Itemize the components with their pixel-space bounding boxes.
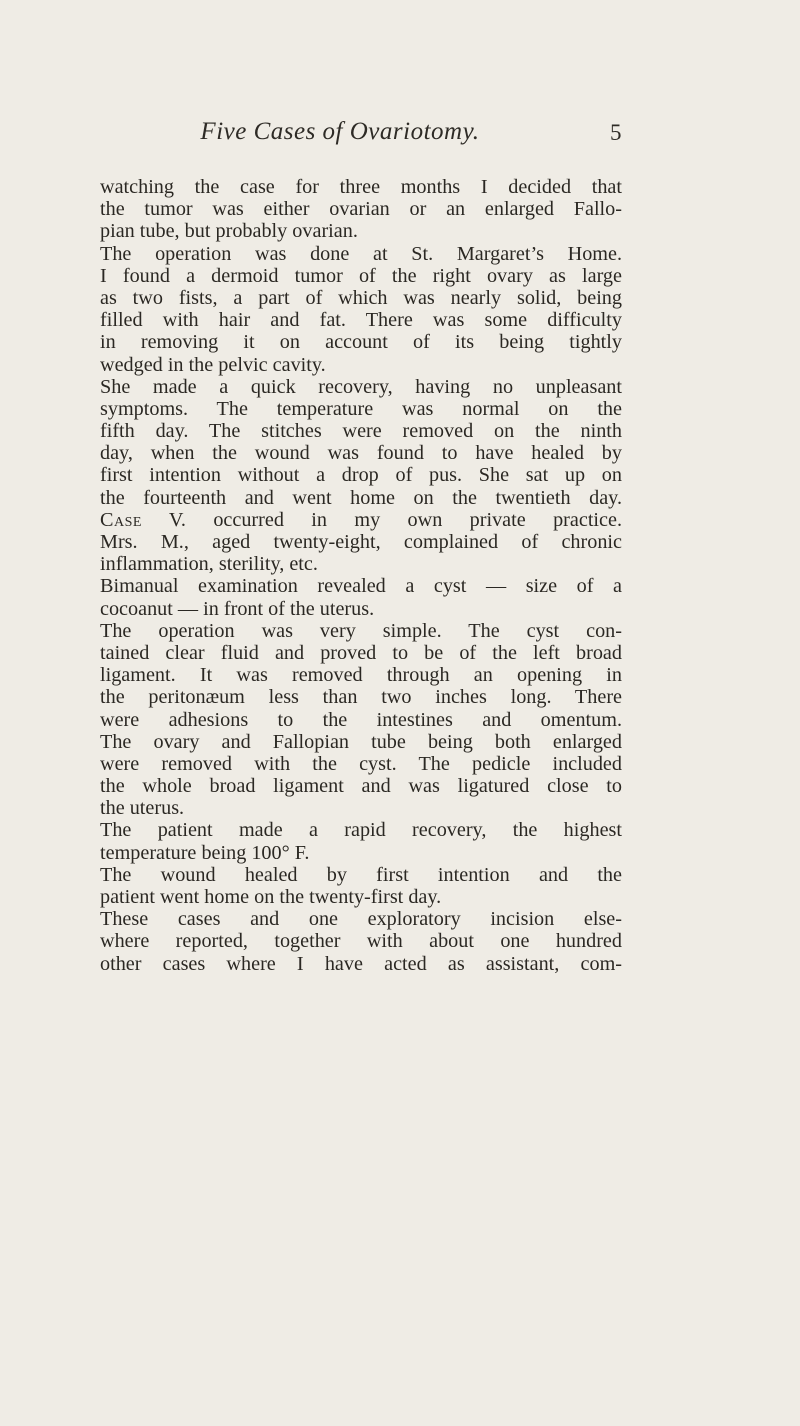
text-line: the tumor was either ovarian or an enlarged Fallo- xyxy=(100,198,622,221)
text-line: The operation was done at St. Margaret’s Home. xyxy=(100,242,622,265)
text-line: patient went home on the twenty-first day. xyxy=(100,886,442,908)
text-line: The patient made a rapid recovery, the highest xyxy=(100,819,622,842)
text-line: She made a quick recovery, having no unpleasant xyxy=(100,375,622,398)
text-line: Case V. occurred in my own private practice. xyxy=(100,508,622,531)
text-line: first intention without a drop of pus. She sat up on xyxy=(100,464,622,487)
text-line: The operation was very simple. The cyst con- xyxy=(100,619,622,642)
text-line: fifth day. The stitches were removed on the ninth xyxy=(100,420,622,443)
text-line: the whole broad ligament and was ligatured close to xyxy=(100,775,622,798)
text-line: the uterus. xyxy=(100,797,185,820)
text-line: watching the case for three months I decided that xyxy=(100,176,622,198)
text-line: I found a dermoid tumor of the right ovary as large xyxy=(100,264,622,287)
page-number: 5 xyxy=(610,120,622,145)
text-line: Mrs. M., aged twenty-eight, complained of chronic xyxy=(100,531,622,553)
text-line: day, when the wound was found to have healed by xyxy=(100,442,622,465)
text-line: filled with hair and fat. There was some difficulty xyxy=(100,309,622,332)
text-line: the fourteenth and went home on the twentieth day. xyxy=(100,486,622,509)
text-line: were removed with the cyst. The pedicle included xyxy=(100,752,622,775)
text-line: tained clear fluid and proved to be of the left broad xyxy=(100,641,622,664)
text-line: temperature being 100° F. xyxy=(100,841,310,864)
text-line: cocoanut — in front of the uterus. xyxy=(100,597,375,620)
text-line: where reported, together with about one hundred xyxy=(100,930,622,953)
text-line: symptoms. The temperature was normal on the xyxy=(100,397,622,420)
running-title: Five Cases of Ovariotomy. xyxy=(200,118,480,145)
text-line: These cases and one exploratory incision else- xyxy=(100,908,622,931)
text-line: as two fists, a part of which was nearly solid, being xyxy=(100,286,622,309)
text-line: were adhesions to the intestines and omentum. xyxy=(100,708,622,731)
running-head xyxy=(100,118,620,158)
text-line: inflammation, sterility, etc. xyxy=(100,553,318,576)
text-line: pian tube, but probably ovarian. xyxy=(100,220,358,243)
text-line: in removing it on account of its being tightly xyxy=(100,331,622,354)
text-line: wedged in the pelvic cavity. xyxy=(100,353,326,376)
body-text xyxy=(100,176,622,975)
text-line: The ovary and Fallopian tube being both enlarged xyxy=(100,730,622,753)
text-line: the peritonæum less than two inches long. There xyxy=(100,686,622,709)
text-line: other cases where I have acted as assistant, com- xyxy=(100,952,622,975)
text-line: Bimanual examination revealed a cyst — size of a xyxy=(100,575,622,598)
text-line: ligament. It was removed through an opening in xyxy=(100,664,622,687)
text-line: The wound healed by first intention and the xyxy=(100,863,622,886)
